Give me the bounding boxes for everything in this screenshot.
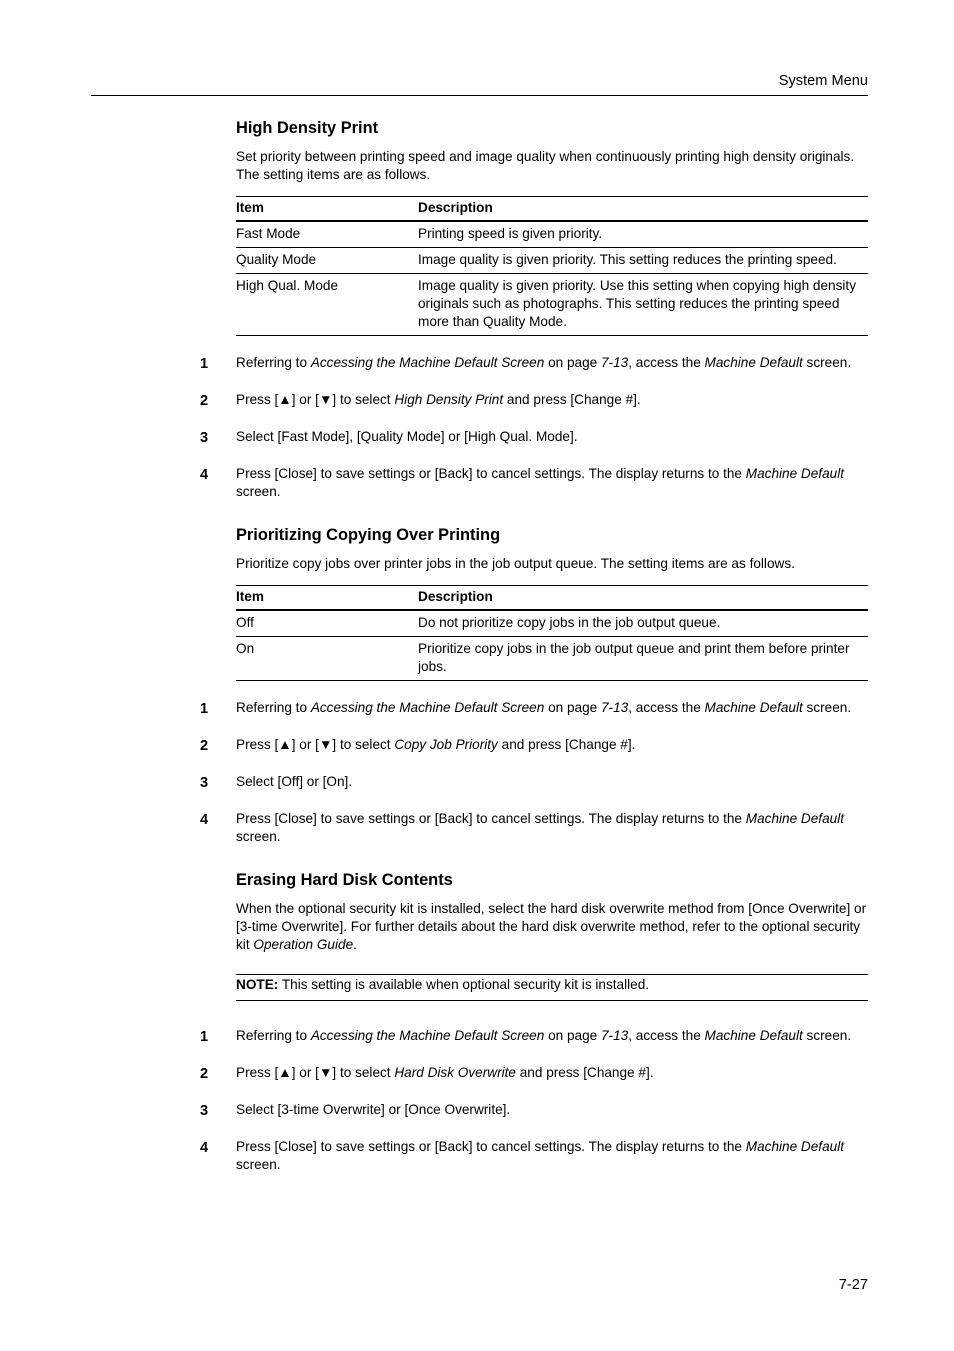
step-item bbox=[200, 773, 868, 791]
step-item bbox=[200, 1138, 868, 1174]
section-high-density-print bbox=[200, 118, 868, 501]
step-text bbox=[236, 774, 352, 789]
table-cell-item: High Qual. Mode bbox=[236, 274, 418, 336]
emphasis-text: Machine Default bbox=[745, 1139, 844, 1154]
text-run: Press [▲] or [▼] to select bbox=[236, 392, 395, 407]
step-number: 2 bbox=[200, 738, 209, 754]
table-header-item: Item bbox=[236, 197, 418, 222]
step-number: 4 bbox=[200, 467, 209, 483]
step-list bbox=[200, 354, 868, 501]
step-number: 4 bbox=[200, 812, 209, 828]
settings-table bbox=[236, 196, 868, 336]
page-content bbox=[200, 118, 868, 1198]
text-run: . bbox=[353, 937, 357, 952]
step-item bbox=[200, 736, 868, 754]
step-item bbox=[200, 1101, 868, 1119]
table-header-item: Item bbox=[236, 586, 418, 611]
section-erasing-hard-disk bbox=[200, 870, 868, 1174]
step-text bbox=[236, 392, 641, 407]
note-text: This setting is available when optional security kit is installed. bbox=[278, 977, 650, 992]
text-run: Select [3-time Overwrite] or [Once Overwrite]. bbox=[236, 1102, 511, 1117]
step-item bbox=[200, 465, 868, 501]
step-number: 1 bbox=[200, 1029, 209, 1045]
step-text bbox=[236, 429, 578, 444]
settings-table bbox=[236, 585, 868, 681]
table-cell-item: Off bbox=[236, 615, 254, 630]
step-item bbox=[200, 699, 868, 717]
emphasis-text: Accessing the Machine Default Screen bbox=[310, 700, 545, 715]
text-run: screen. bbox=[236, 1157, 281, 1172]
text-run: Press [Close] to save settings or [Back] to cancel settings. The display returns to the bbox=[236, 1139, 746, 1154]
step-text bbox=[236, 1028, 851, 1043]
text-run: Press [Close] to save settings or [Back] to cancel settings. The display returns to the bbox=[236, 466, 746, 481]
step-item bbox=[200, 391, 868, 409]
text-run: on page bbox=[544, 1028, 601, 1043]
text-run: Referring to bbox=[236, 355, 311, 370]
section-title: Erasing Hard Disk Contents bbox=[236, 871, 453, 889]
text-run: Referring to bbox=[236, 700, 311, 715]
section-prioritizing-copying bbox=[200, 525, 868, 846]
emphasis-text: 7-13 bbox=[601, 355, 629, 370]
step-number: 2 bbox=[200, 1066, 209, 1082]
step-text bbox=[236, 737, 635, 752]
section-intro bbox=[236, 900, 868, 954]
step-text bbox=[236, 355, 851, 370]
section-intro: Set priority between printing speed and image quality when continuously printing high density originals. The setting items are as follows. bbox=[236, 149, 855, 182]
step-list bbox=[200, 699, 868, 846]
emphasis-text: Accessing the Machine Default Screen bbox=[310, 355, 545, 370]
note-label: NOTE: bbox=[236, 977, 279, 992]
step-item bbox=[200, 1064, 868, 1082]
text-run: , access the bbox=[628, 355, 705, 370]
text-run: Press [▲] or [▼] to select bbox=[236, 737, 395, 752]
emphasis-text: Machine Default bbox=[745, 811, 844, 826]
emphasis-text: Copy Job Priority bbox=[394, 737, 498, 752]
step-number: 1 bbox=[200, 701, 209, 717]
section-title: High Density Print bbox=[236, 119, 379, 137]
table-cell-item: On bbox=[236, 637, 418, 681]
step-text bbox=[236, 1139, 844, 1172]
step-item bbox=[200, 810, 868, 846]
text-run: and press [Change #]. bbox=[515, 1065, 654, 1080]
table-cell-description: Image quality is given priority. This setting reduces the printing speed. bbox=[418, 248, 868, 274]
text-run: , access the bbox=[628, 700, 705, 715]
text-run: and press [Change #]. bbox=[497, 737, 636, 752]
table-cell-description: Image quality is given priority. Use this setting when copying high density originals such as photographs. This setting reduces the printing speed more than Quality Mode. bbox=[418, 274, 868, 336]
text-run: screen. bbox=[802, 1028, 852, 1043]
table-row bbox=[236, 274, 868, 336]
step-text bbox=[236, 811, 844, 844]
text-run: screen. bbox=[802, 700, 852, 715]
emphasis-text: Accessing the Machine Default Screen bbox=[310, 1028, 545, 1043]
page-number: 7-27 bbox=[838, 1277, 868, 1293]
emphasis-text: High Density Print bbox=[394, 392, 504, 407]
step-text bbox=[236, 1102, 510, 1117]
text-run: When the optional security kit is installed, select the hard disk overwrite method from [Once Overwrite] or [3-time Overwrite]. For further details about the hard disk overwrite method, refer to the optional security kit bbox=[236, 901, 867, 952]
step-number: 2 bbox=[200, 393, 209, 409]
emphasis-text: Operation Guide bbox=[253, 937, 354, 952]
table-header-row bbox=[236, 197, 868, 222]
text-run: screen. bbox=[802, 355, 852, 370]
step-item bbox=[200, 354, 868, 372]
text-run: Press [Close] to save settings or [Back] to cancel settings. The display returns to the bbox=[236, 811, 746, 826]
text-run: on page bbox=[544, 700, 601, 715]
step-text bbox=[236, 700, 851, 715]
emphasis-text: Machine Default bbox=[704, 355, 803, 370]
text-run: Select [Fast Mode], [Quality Mode] or [High Qual. Mode]. bbox=[236, 429, 578, 444]
text-run: on page bbox=[544, 355, 601, 370]
note-box bbox=[236, 974, 868, 1001]
emphasis-text: 7-13 bbox=[601, 700, 629, 715]
table-row bbox=[236, 610, 868, 637]
step-number: 4 bbox=[200, 1140, 209, 1156]
emphasis-text: Machine Default bbox=[704, 700, 803, 715]
text-run: screen. bbox=[236, 484, 281, 499]
step-text bbox=[236, 466, 844, 499]
step-text bbox=[236, 1065, 654, 1080]
step-number: 3 bbox=[200, 775, 209, 791]
step-number: 3 bbox=[200, 430, 209, 446]
emphasis-text: 7-13 bbox=[601, 1028, 629, 1043]
table-header-description: Description bbox=[418, 197, 868, 222]
text-run: Press [▲] or [▼] to select bbox=[236, 1065, 395, 1080]
emphasis-text: Machine Default bbox=[745, 466, 844, 481]
table-cell-item: Fast Mode bbox=[236, 226, 301, 241]
emphasis-text: Hard Disk Overwrite bbox=[394, 1065, 516, 1080]
emphasis-text: Machine Default bbox=[704, 1028, 803, 1043]
step-item bbox=[200, 1027, 868, 1045]
section-title: Prioritizing Copying Over Printing bbox=[236, 526, 501, 544]
text-run: screen. bbox=[236, 829, 281, 844]
step-list bbox=[200, 1027, 868, 1174]
step-number: 1 bbox=[200, 356, 209, 372]
step-item bbox=[200, 428, 868, 446]
running-header: System Menu bbox=[778, 73, 868, 89]
text-run: and press [Change #]. bbox=[503, 392, 641, 407]
table-row bbox=[236, 221, 868, 248]
step-number: 3 bbox=[200, 1103, 209, 1119]
table-cell-item: Quality Mode bbox=[236, 248, 418, 274]
table-header-description: Description bbox=[418, 586, 868, 611]
table-cell-description: Prioritize copy jobs in the job output queue and print them before printer jobs. bbox=[418, 637, 868, 681]
text-run: , access the bbox=[628, 1028, 705, 1043]
table-cell-description: Printing speed is given priority. bbox=[418, 226, 603, 241]
table-row bbox=[236, 637, 868, 681]
table-header-row bbox=[236, 586, 868, 611]
table-cell-description: Do not prioritize copy jobs in the job output queue. bbox=[418, 615, 721, 630]
text-run: Referring to bbox=[236, 1028, 311, 1043]
table-row bbox=[236, 248, 868, 274]
section-intro: Prioritize copy jobs over printer jobs in the job output queue. The setting items are as follows. bbox=[236, 556, 795, 571]
text-run: Select [Off] or [On]. bbox=[236, 774, 353, 789]
header-rule bbox=[91, 95, 868, 96]
